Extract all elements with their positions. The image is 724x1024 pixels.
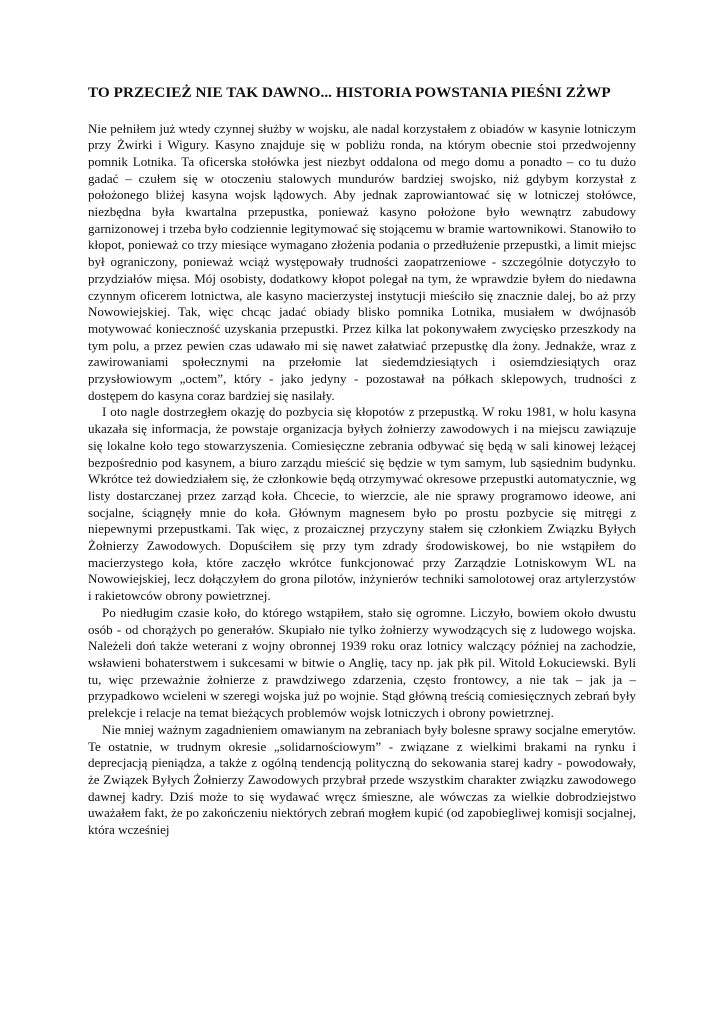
paragraph-3: Po niedługim czasie koło, do którego wstąpiłem, stało się ogromne. Liczyło, bowiem około dwustu osób - od chorążych po generałów. Skupiało nie tylko żołnierzy wywodzących się z ludowego wojska. Należeli doń także weterani z wojny obronnej 1939 roku oraz lotnicy walczący później na zachodzie, wsławieni bohaterstwem i sukcesami w bitwie o Anglię, tacy np. jak płk pil. Witold Łokuciewski. Byli tu, więc przeważnie żołnierze z prawdziwego zdarzenia, często frontowcy, a nie tak – jak ja – przypadkowo wcieleni w szeregi wojska już po wojnie. Stąd główną treścią comiesięcznych zebrań były prelekcje i relacje na temat bieżących problemów wojsk lotniczych i obrony powietrznej. bbox=[88, 604, 636, 721]
paragraph-2: I oto nagle dostrzegłem okazję do pozbycia się kłopotów z przepustką. W roku 1981, w holu kasyna ukazała się informacja, że powstaje organizacja byłych żołnierzy zawodowych i na miejscu zawiązuje się lokalne koło tego stowarzyszenia. Comiesięczne zebrania odbywać się będą w sali kinowej leżącej bezpośrednio pod kasynem, a biuro zarządu mieścić się będzie w tym samym, lub sąsiednim budynku. Wkrótce też dowiedziałem się, że członkowie będą otrzymywać okresowe przepustki automatycznie, wg listy dostarczanej przez zarząd koła. Chcecie, to wierzcie, ale nie sprawy programowo ideowe, ani socjalne, ściągnęły mnie do koła. Głównym magnesem było po prostu pozbycie się mitręgi z niepewnymi przepustkami. Tak więc, z prozaicznej przyczyny stałem się członkiem Związku Byłych Żołnierzy Zawodowych. Dopuściłem się przy tym zdrady środowiskowej, bo nie wstąpiłem do macierzystego koła, które zaczęło wkrótce funkcjonować przy Zarządzie Lotniskowym WL na Nowowiejskiej, lecz dołączyłem do grona pilotów, inżynierów techniki samolotowej oraz artylerzystów i rakietowców obrony powietrznej. bbox=[88, 404, 636, 604]
document-page bbox=[88, 84, 636, 839]
paragraph-4: Nie mniej ważnym zagadnieniem omawianym na zebraniach były bolesne sprawy socjalne emerytów. Te ostatnie, w trudnym okresie „solidarnościowym” - związane z wielkimi brakami na rynku i deprecjacją pieniądza, a także z ogólną tendencją polityczną do sekowania starej kadry - powodowały, że Związek Byłych Żołnierzy Zawodowych przybrał przede wszystkim charakter związku zawodowego dawnej kadry. Dziś może to się wydawać wręcz śmieszne, ale wówczas za wielkie dobrodziejstwo uważałem fakt, że po zakończeniu niektórych zebrań mogłem kupić (od zapobiegliwej komisji socjalnej, która wcześniej bbox=[88, 721, 636, 838]
document-title: TO PRZECIEŻ NIE TAK DAWNO... HISTORIA POWSTANIA PIEŚNI ZŻWP bbox=[88, 84, 611, 101]
paragraph-1: Nie pełniłem już wtedy czynnej służby w wojsku, ale nadal korzystałem z obiadów w kasynie lotniczym przy Żwirki i Wigury. Kasyno znajduje się w pobliżu ronda, na którym obecnie stoi przedwojenny pomnik Lotnika. Ta oficerska stołówka jest niezbyt oddalona od mego domu a ponadto – co tu dużo gadać – czułem się w otoczeniu stalowych mundurów bardziej swojsko, niż gdybym korzystał z położonego bliżej kasyna wojsk lądowych. Aby jednak zaprowiantować się w lotniczej stołówce, niezbędna była kwartalna przepustka, ponieważ kasyno położone było wewnątrz zabudowy garnizonowej i trzeba było codziennie legitymować się stojącemu w bramie wartownikowi. Stanowiło to kłopot, ponieważ co trzy miesiące wymagano złożenia podania o przedłużenie przepustki, a limit miejsc był ograniczony, ponieważ wciąż występowały trudności zaopatrzeniowe - szczególnie dotyczyło to przydziałów mięsa. Mój osobisty, dodatkowy kłopot polegał na tym, że wprawdzie byłem do niedawna czynnym oficerem lotnictwa, ale kasyno macierzystej instytucji mieściło się znacznie dalej, bo aż przy Nowowiejskiej. Tak, więc chcąc jadać obiady blisko pomnika Lotnika, musiałem w dwójnasób motywować konieczność uzyskania przepustki. Przez kilka lat pokonywałem zwycięsko przeszkody na tym polu, a przez pewien czas udawało mi się nawet załatwiać przepustkę dla żony. Jednakże, wraz z zawirowaniami społecznymi na przełomie lat siedemdziesiątych i osiemdziesiątych oraz przysłowiowym „octem”, który - jako jedyny - pozostawał na półkach sklepowych, trudności z dostępem do kasyna coraz bardziej się nasilały. bbox=[88, 120, 636, 403]
